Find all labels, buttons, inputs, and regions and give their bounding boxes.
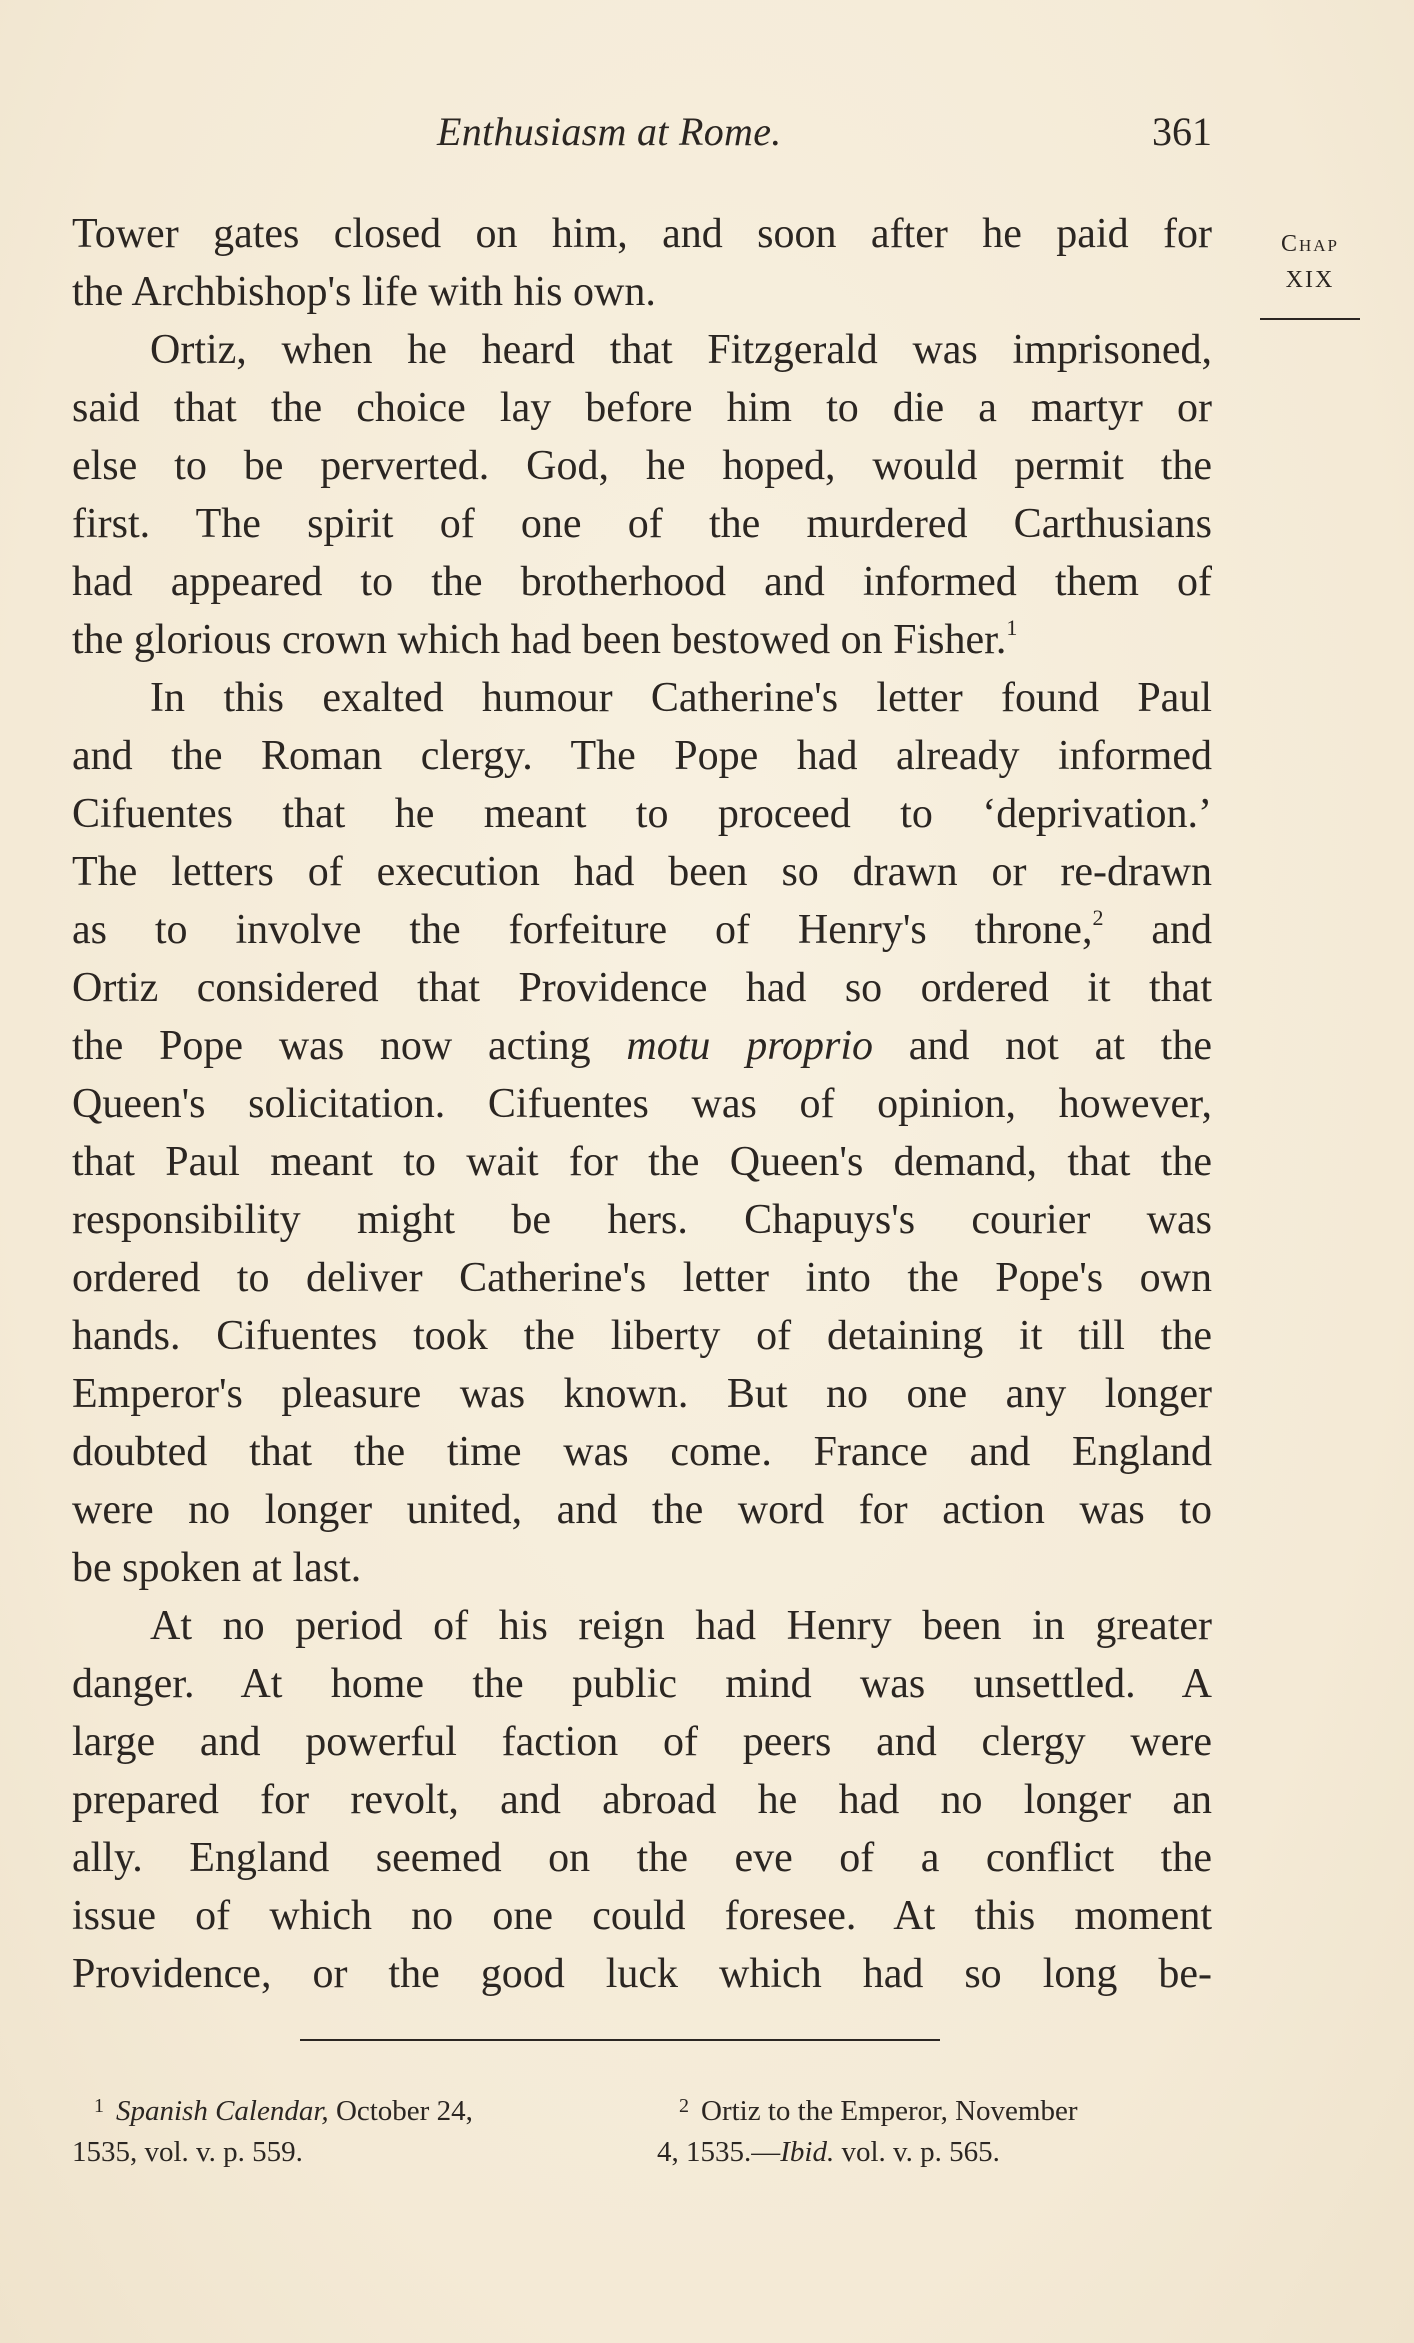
page-number: 361 <box>1152 109 1212 154</box>
footnote-marker: 2 <box>679 2095 689 2117</box>
text-line: ally. England seemed on the eve of a conflict the <box>72 1835 1212 1881</box>
running-title: Enthusiasm at Rome. <box>437 109 782 154</box>
text-line: be spoken at last. <box>72 1545 362 1591</box>
text-line: doubted that the time was come. France and England <box>72 1429 1212 1475</box>
text-line: issue of which no one could foresee. At this moment <box>72 1893 1212 1939</box>
text-line: the Pope was now acting motu proprio and not at the <box>72 1023 1212 1069</box>
text-line: ordered to deliver Catherine's letter into the Pope's own <box>72 1255 1212 1301</box>
footnote-marker: 1 <box>94 2095 104 2117</box>
chapter-margin-note <box>1262 226 1358 298</box>
text-line: responsibility might be hers. Chapuys's courier was <box>72 1197 1212 1243</box>
body-text <box>72 205 1212 2003</box>
text-line: Providence, or the good luck which had so long be- <box>72 1951 1212 1997</box>
text-line: Queen's solicitation. Cifuentes was of opinion, however, <box>72 1081 1212 1127</box>
text-line: else to be perverted. God, he hoped, would permit the <box>72 443 1212 489</box>
text-line: Cifuentes that he meant to proceed to ‘deprivation.’ <box>72 791 1212 837</box>
text-line: hands. Cifuentes took the liberty of detaining it till the <box>72 1313 1212 1359</box>
text-line: that Paul meant to wait for the Queen's demand, that the <box>72 1139 1212 1185</box>
text-line: prepared for revolt, and abroad he had no longer an <box>72 1777 1212 1823</box>
text-line: Tower gates closed on him, and soon after he paid for <box>72 211 1212 257</box>
text-line: Emperor's pleasure was known. But no one any longer <box>72 1371 1212 1417</box>
footnote-2: $^2$ Ortiz to the Emperor, November 4, 1535.—Ibid. vol. v. p. 565. <box>657 2095 1078 2168</box>
text-line: said that the choice lay before him to die a martyr or <box>72 385 1212 431</box>
text-line: the glorious crown which had been bestowed on Fisher.$^1$ <box>72 615 1018 663</box>
text-line: had appeared to the brotherhood and informed them of <box>72 559 1212 605</box>
chapter-number: XIX <box>1285 267 1335 293</box>
text-line: The letters of execution had been so drawn or re-drawn <box>72 849 1212 895</box>
text-line: the Archbishop's life with his own. <box>72 269 656 315</box>
text-line: and the Roman clergy. The Pope had already informed <box>72 733 1212 779</box>
text-line: first. The spirit of one of the murdered Carthusians <box>72 501 1212 547</box>
footnote-rule <box>300 2039 940 2041</box>
margin-rule <box>1260 318 1360 320</box>
text-line: danger. At home the public mind was unsettled. A <box>72 1661 1212 1707</box>
chapter-label: Chap <box>1280 231 1340 257</box>
footnote-ref: 2 <box>1092 905 1104 930</box>
text-line: as to involve the forfeiture of Henry's throne,$^2$ and <box>72 905 1212 953</box>
footnote-1: $^1$ Spanish Calendar, October 24, 1535, vol. v. p. 559. <box>72 2095 473 2168</box>
text-line: were no longer united, and the word for action was to <box>72 1487 1212 1533</box>
text-line: Ortiz considered that Providence had so ordered it that <box>72 965 1212 1011</box>
footnote-ref: 1 <box>1006 615 1018 640</box>
text-line: large and powerful faction of peers and clergy were <box>72 1719 1212 1765</box>
text-line: In this exalted humour Catherine's letter found Paul <box>150 675 1212 721</box>
italic-phrase: motu proprio <box>626 1023 873 1069</box>
text-line: At no period of his reign had Henry been in greater <box>150 1603 1212 1649</box>
page-header <box>72 108 1212 168</box>
text-line: Ortiz, when he heard that Fitzgerald was imprisoned, <box>150 327 1212 373</box>
